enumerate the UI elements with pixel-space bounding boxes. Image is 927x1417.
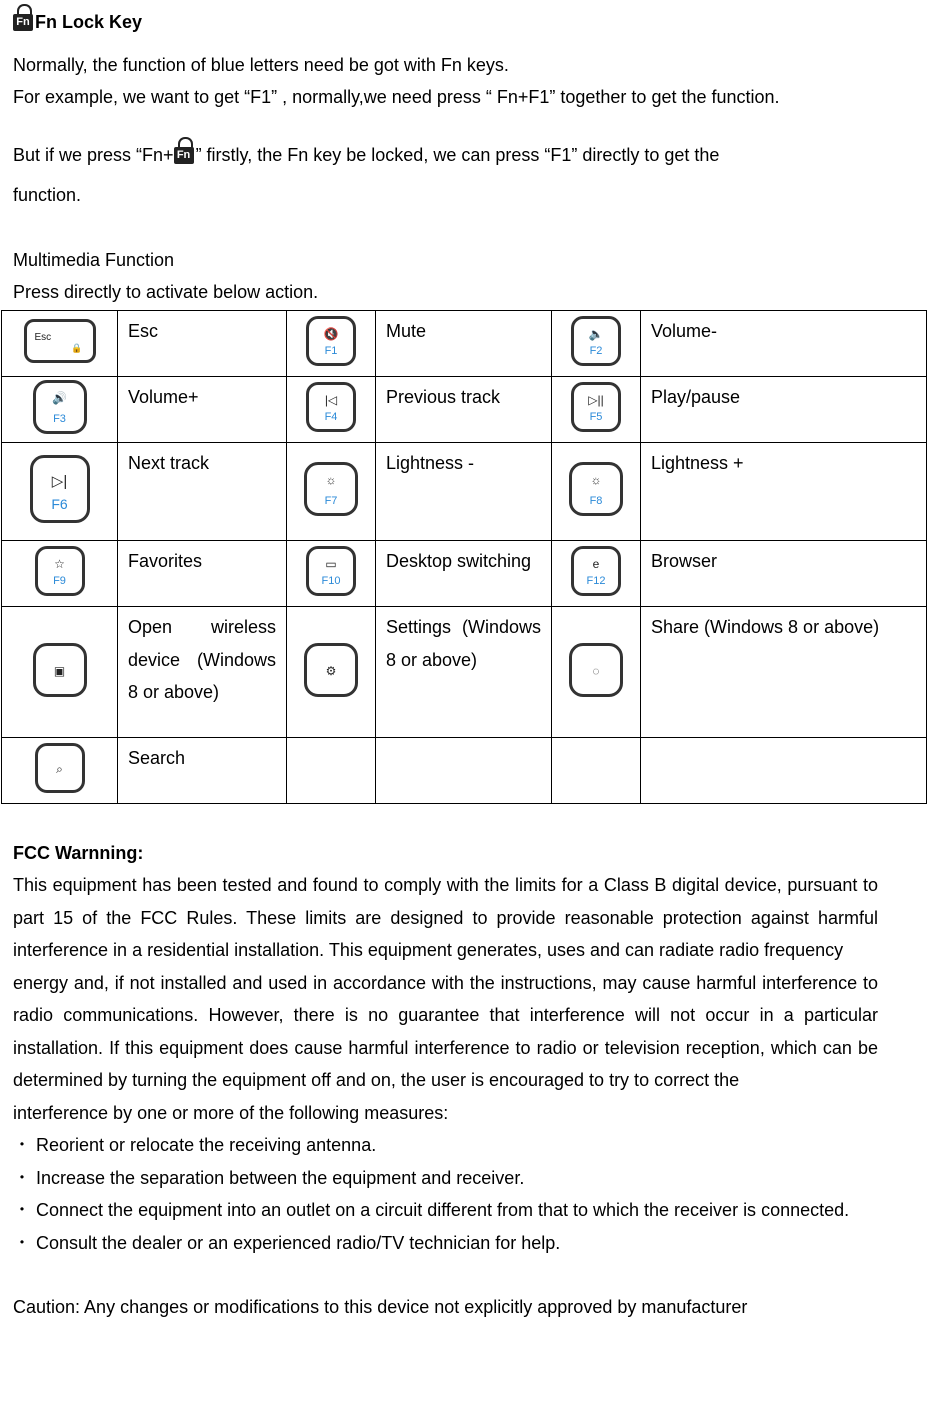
key-desc: Lightness - <box>376 443 552 541</box>
table-row <box>2 377 927 443</box>
fcc-body <box>13 869 878 1324</box>
key-desc: Mute <box>376 311 552 377</box>
wireless-device-icon: ▣ <box>33 643 87 697</box>
key-desc: Favorites <box>118 541 287 607</box>
fcc-title: FCC Warnning: <box>13 843 144 863</box>
brightness-down-icon: ☼ F7 <box>304 462 358 516</box>
volume-down-icon: 🔈 F2 <box>571 316 621 366</box>
table-row <box>2 541 927 607</box>
table-row <box>2 443 927 541</box>
settings-icon: ⚙ <box>304 643 358 697</box>
volume-up-icon: 🔊 F3 <box>33 380 87 434</box>
fcc-paragraph-1: This equipment has been tested and found to comply with the limits for a Class B digital device, pursuant to part 15 of the FCC Rules. These limits are designed to provide reasonable protection against harmful interference in a residential installation. This equipment generates, uses and can radiate radio frequency <box>13 875 878 960</box>
key-desc: Volume- <box>641 311 927 377</box>
fn-lock-heading <box>13 4 142 33</box>
fn-lock-line1: Normally, the function of blue letters need be got with Fn keys. <box>13 55 509 75</box>
key-desc: Browser <box>641 541 927 607</box>
key-desc: Previous track <box>376 377 552 443</box>
key-desc: Share (Windows 8 or above) <box>641 607 927 738</box>
mute-icon: 🔇 F1 <box>306 316 356 366</box>
next-track-icon: ▷| F6 <box>30 455 90 523</box>
play-pause-icon: ▷|| F5 <box>571 382 621 432</box>
brightness-up-icon: ☼ F8 <box>569 462 623 516</box>
key-desc: Next track <box>118 443 287 541</box>
table-row <box>2 738 927 804</box>
key-desc: Play/pause <box>641 377 927 443</box>
search-icon: ⌕ <box>35 743 85 793</box>
fcc-bullet: ・ Connect the equipment into an outlet on a circuit different from that to which the receiver is connected. <box>13 1200 850 1220</box>
key-desc: Esc <box>118 311 287 377</box>
desktop-switching-icon: ▭ F10 <box>306 546 356 596</box>
fn-lock-inline-icon: Fn <box>174 137 196 165</box>
fcc-bullet: ・ Increase the separation between the equipment and receiver. <box>13 1167 525 1188</box>
fcc-paragraph-3: interference by one or more of the following measures: <box>13 1102 449 1123</box>
browser-icon: e F12 <box>571 546 621 596</box>
previous-track-icon: |◁ F4 <box>306 382 356 432</box>
multimedia-key-table <box>1 310 927 804</box>
share-icon: ◌ <box>569 643 623 697</box>
multimedia-subtitle: Press directly to activate below action. <box>13 282 319 302</box>
key-desc: Search <box>118 738 287 804</box>
fcc-caution: Caution: Any changes or modifications to this device not explicitly approved by manufacturer <box>13 1297 748 1317</box>
fn-lock-title: Fn Lock Key <box>35 12 143 32</box>
fn-lock-line3: But if we press “Fn+ Fn ” firstly, the Fn key be locked, we can press “F1” directly to get the <box>13 137 719 166</box>
fn-lock-line2: For example, we want to get “F1” , normally,we need press “ Fn+F1” together to get the function. <box>13 87 780 107</box>
fcc-bullet: ・ Consult the dealer or an experienced radio/TV technician for help. <box>13 1232 561 1253</box>
multimedia-title: Multimedia Function <box>13 250 175 270</box>
favorites-icon: ☆ F9 <box>35 546 85 596</box>
key-desc: Settings (Windows 8 or above) <box>376 607 552 738</box>
fn-lock-line4: function. <box>13 185 82 205</box>
fcc-paragraph-2: energy and, if not installed and used in accordance with the instructions, may cause harmful interference to radio communications. However, there is no guarantee that interference will not occur in a particular installation. If this equipment does cause harmful interference to radio or television reception, which can be determined by turning the equipment off and on, the user is encouraged to try to correct the <box>13 972 878 1090</box>
table-row <box>2 311 927 377</box>
fn-lock-icon: Fn <box>13 4 35 32</box>
table-row <box>2 607 927 738</box>
fcc-bullet: ・ Reorient or relocate the receiving antenna. <box>13 1135 377 1155</box>
key-desc: Desktop switching <box>376 541 552 607</box>
esc-key-icon: Esc 🔒 <box>24 319 96 363</box>
key-desc: Open wireless device (Windows 8 or above) <box>118 607 287 738</box>
key-desc: Volume+ <box>118 377 287 443</box>
key-desc: Lightness + <box>641 443 927 541</box>
